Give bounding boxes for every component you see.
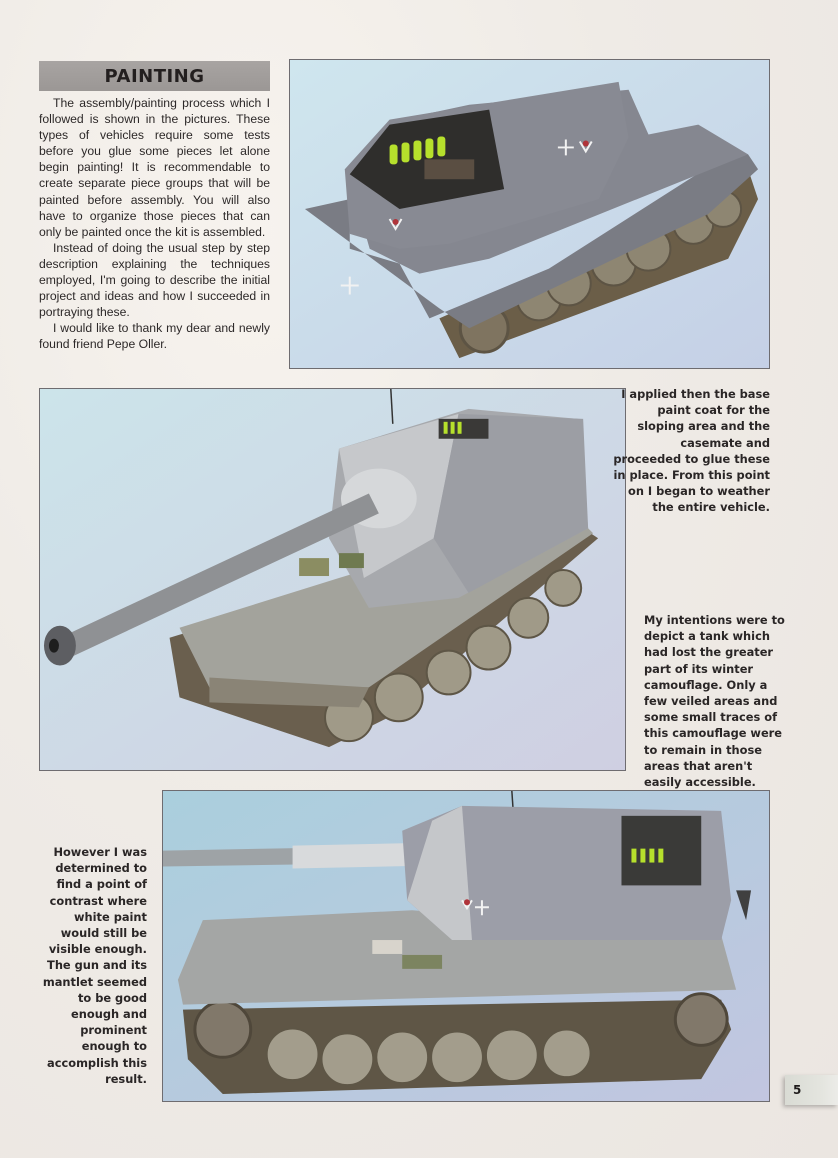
page-number: 5 [793,1083,802,1097]
photo-weathered-tank-front [39,388,626,771]
article-body [39,95,270,353]
photo-weathered-tank-side [162,790,770,1102]
caption-contrast: However I was determined to find a point of contrast where white paint would still be visible enough. The gun and its mantlet seemed to be good enough and prominent enough to accomplish this result. [42,845,147,1086]
caption-intentions: My intentions were to depict a tank which had lost the greater part of its winter camouflage. Only a few veiled areas and some small traces of this camouflage were to remain in those areas that aren't easily accessible. [644,613,785,790]
section-heading-box [39,61,270,91]
photo-grey-tank [289,59,770,369]
caption-base-coat: I applied then the base paint coat for the sloping area and the casemate and proceeded to glue these in place. From this point on I began to weather the entire vehicle. [613,387,770,515]
section-heading: PAINTING [104,65,205,87]
paragraph: I would like to thank my dear and newly found friend Pepe Oller. [39,321,270,352]
page-number-tab [785,1075,838,1105]
paragraph: The assembly/painting process which I followed is shown in the pictures. These types of vehicles require some tests before you glue some pieces let alone begin painting! It is recommendable to create separate piece groups that will be painted before assembly. You will also have to organize those pieces that can only be painted once the kit is assembled. [39,96,270,239]
paragraph: Instead of doing the usual step by step description explaining the techniques employed, I'm going to describe the initial project and ideas and how I succeeded in portraying these. [39,240,270,320]
